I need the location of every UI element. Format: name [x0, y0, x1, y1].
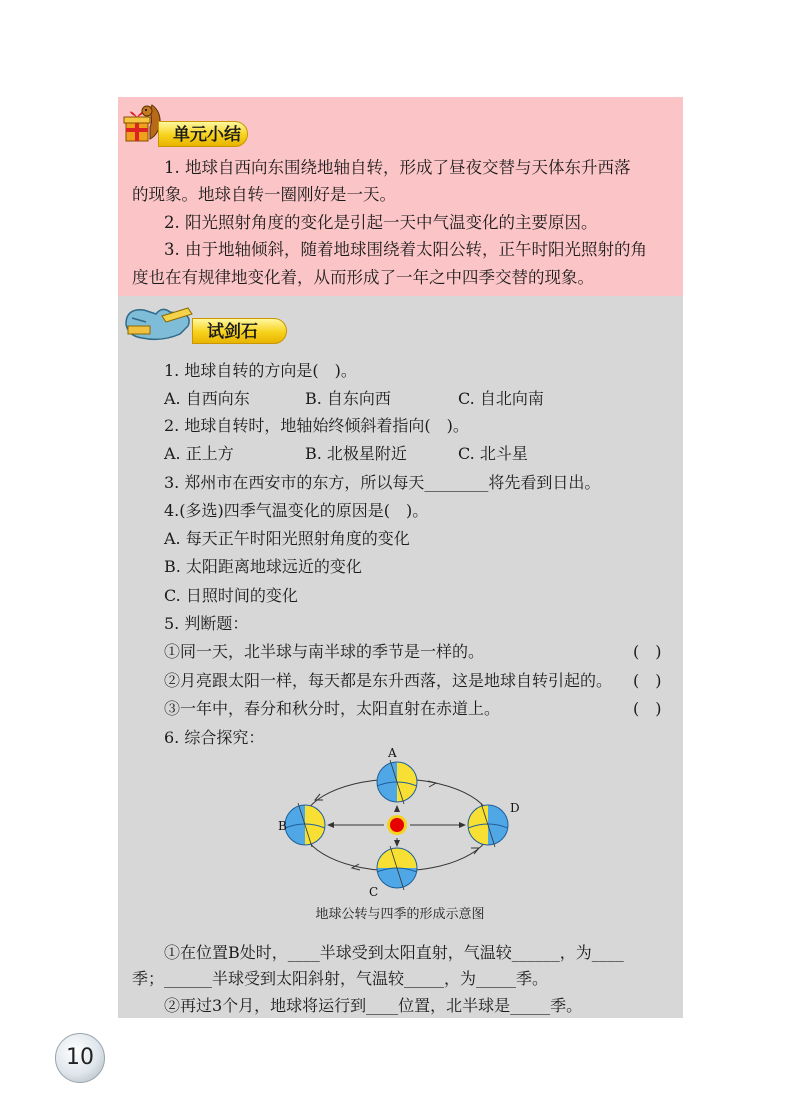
diagram-caption: 地球公转与四季的形成示意图 [315, 907, 485, 922]
q4-option-c: C. 日照时间的变化 [164, 586, 298, 605]
orbit-diagram [270, 742, 530, 902]
question-1: 1. 地球自转的方向是( )。 [164, 361, 357, 380]
q2-option-b: B. 北极星附近 [305, 444, 407, 463]
label-b: B [278, 819, 287, 833]
label-d: D [510, 801, 520, 815]
q6-line-3: ②再过3个月，地球将运行到____位置，北半球是_____季。 [164, 996, 583, 1015]
label-c: C [369, 885, 379, 899]
summary-line-3: 2. 阳光照射角度的变化是引起一天中气温变化的主要原因。 [164, 213, 598, 232]
summary-line-4: 3. 由于地轴倾斜，随着地球围绕着太阳公转，正午时阳光照射的角 [164, 240, 647, 259]
q5-item-3: ③一年中，春分和秋分时，太阳直射在赤道上。 [164, 699, 501, 718]
earth-b-icon [285, 803, 325, 847]
summary-line-2: 的现象。地球自转一圈刚好是一天。 [132, 185, 396, 204]
summary-line-1: 1. 地球自西向东围绕地轴自转，形成了昼夜交替与天体东升西落 [164, 158, 631, 177]
question-3: 3. 郑州市在西安市的东方，所以每天________将先看到日出。 [164, 473, 601, 492]
earth-c-icon [377, 846, 417, 890]
q5-item-2: ②月亮跟太阳一样，每天都是东升西落，这是地球自转引起的。 [164, 671, 613, 690]
question-6: 6. 综合探究： [164, 728, 265, 747]
q6-line-2: 季；______半球受到太阳斜射，气温较_____，为_____季。 [132, 969, 549, 988]
question-4: 4.(多选)四季气温变化的原因是( )。 [164, 501, 429, 520]
q5-answer-paren-1: ( ) [633, 642, 662, 661]
q5-item-1: ①同一天，北半球与南半球的季节是一样的。 [164, 642, 485, 661]
summary-line-5: 度也在有规律地变化着，从而形成了一年之中四季交替的现象。 [132, 268, 594, 287]
question-2: 2. 地球自转时，地轴始终倾斜着指向( )。 [164, 416, 469, 435]
page-number-badge: 10 [55, 1033, 105, 1083]
q2-option-a: A. 正上方 [164, 444, 234, 463]
question-5: 5. 判断题： [164, 614, 249, 633]
q1-option-c: C. 自北向南 [458, 389, 544, 408]
sun-icon [387, 815, 407, 835]
q6-line-1: ①在位置B处时，____半球受到太阳直射，气温较______，为____ [164, 943, 624, 962]
q4-option-b: B. 太阳距离地球远近的变化 [164, 557, 362, 576]
q5-answer-paren-3: ( ) [633, 699, 662, 718]
summary-title-banner: 单元小结 [158, 121, 248, 147]
q1-option-a: A. 自西向东 [164, 389, 250, 408]
q2-option-c: C. 北斗星 [458, 444, 528, 463]
sword-stone-icon [122, 302, 202, 344]
q5-answer-paren-2: ( ) [633, 671, 662, 690]
q1-option-b: B. 自东向西 [305, 389, 391, 408]
practice-title-banner: 试剑石 [192, 318, 287, 344]
q4-option-a: A. 每天正午时阳光照射角度的变化 [164, 529, 410, 548]
earth-a-icon [377, 760, 417, 804]
label-a: A [388, 746, 397, 760]
earth-d-icon [468, 803, 508, 847]
